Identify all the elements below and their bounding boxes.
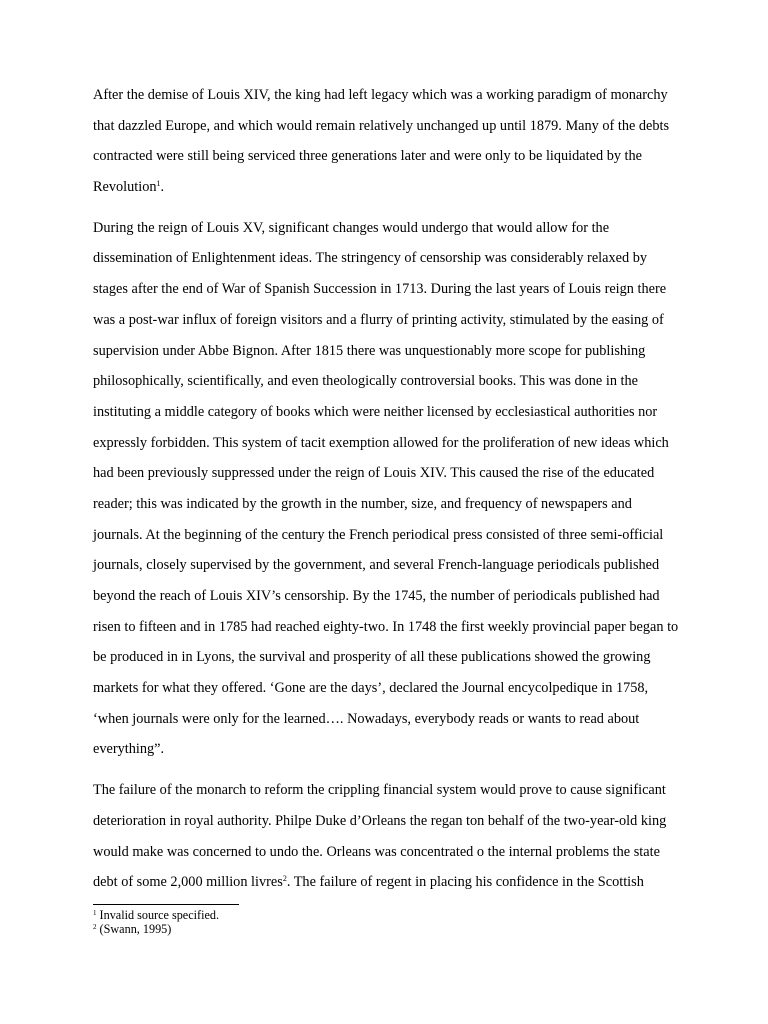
- text-line: was a post-war influx of foreign visitors and a flurry of printing activity, stimulated by the easing of: [93, 311, 664, 328]
- text-segment: debt of some 2,000 million livres: [93, 874, 283, 891]
- text-line: would make was concerned to undo the. Orleans was concentrated o the internal problems the state: [93, 843, 660, 860]
- footnote-2: [93, 922, 493, 936]
- text-line: During the reign of Louis XV, significant changes would undergo that would allow for the: [93, 219, 610, 236]
- footnote-marker: 1: [93, 909, 97, 917]
- text-line: deterioration in royal authority. Philpe Duke d’Orleans the regan ton behalf of the two-year-old king: [93, 812, 667, 829]
- text-segment: . The failure of regent in placing his confidence in the Scottish: [286, 874, 644, 891]
- text-line: be produced in in Lyons, the survival and prosperity of all these publications showed the growing: [93, 649, 651, 666]
- footnote-separator: [93, 904, 239, 905]
- text-line: had been previously suppressed under the reign of Louis XIV. This caused the rise of the educated: [93, 465, 655, 482]
- text-line: risen to fifteen and in 1785 had reached eighty-two. In 1748 the first weekly provincial paper began to: [93, 618, 679, 635]
- text-line: dissemination of Enlightenment ideas. The stringency of censorship was considerably relaxed by: [93, 250, 647, 267]
- text-line: The failure of the monarch to reform the crippling financial system would prove to cause significant: [93, 782, 666, 799]
- footnotes: [93, 908, 493, 936]
- paragraph-1: [93, 80, 683, 203]
- text-line: contracted were still being serviced three generations later and were only to be liquidated by the: [93, 148, 643, 165]
- text-line: [93, 172, 683, 203]
- text-segment: Revolution: [93, 179, 157, 196]
- text-line: ‘when journals were only for the learned…. Nowadays, everybody reads or wants to read about: [93, 710, 640, 727]
- text-line: stages after the end of War of Spanish Succession in 1713. During the last years of Louis reign there: [93, 281, 667, 298]
- text-line: that dazzled Europe, and which would remain relatively unchanged up until 1879. Many of the debts: [93, 117, 670, 134]
- text-line: instituting a middle category of books which were neither licensed by ecclesiastical authorities nor: [93, 403, 658, 420]
- text-segment: .: [160, 179, 165, 196]
- footnote-text: (Swann, 1995): [96, 922, 172, 936]
- paragraph-2: [93, 213, 683, 765]
- text-line: beyond the reach of Louis XIV’s censorship. By the 1745, the number of periodicals published had: [93, 588, 660, 604]
- footnote-reference[interactable]: 1: [156, 179, 161, 189]
- text-line: markets for what they offered. ‘Gone are the days’, declared the Journal encycolpedique in 1758,: [93, 680, 649, 697]
- footnote-text: Invalid source specified.: [96, 908, 220, 922]
- footnote-1: [93, 908, 493, 922]
- text-line: supervision under Abbe Bignon. After 1815 there was unquestionably more scope for publishing: [93, 342, 646, 359]
- text-line: everything”.: [93, 741, 165, 758]
- footnote-reference[interactable]: 2: [282, 874, 287, 884]
- text-line: After the demise of Louis XIV, the king had left legacy which was a working paradigm of monarchy: [93, 87, 668, 103]
- text-line: philosophically, scientifically, and even theologically controversial books. This was done in the: [93, 373, 639, 390]
- text-line: expressly forbidden. This system of tacit exemption allowed for the proliferation of new ideas which: [93, 434, 669, 451]
- text-line: journals, closely supervised by the government, and several French-language periodicals published: [93, 557, 660, 574]
- text-line: [93, 867, 683, 898]
- paragraph-3: [93, 775, 683, 898]
- footnote-marker: 2: [93, 923, 97, 931]
- text-line: journals. At the beginning of the century the French periodical press consisted of three semi-official: [93, 526, 664, 543]
- text-line: reader; this was indicated by the growth in the number, size, and frequency of newspapers and: [93, 495, 632, 512]
- body-text: [93, 80, 683, 898]
